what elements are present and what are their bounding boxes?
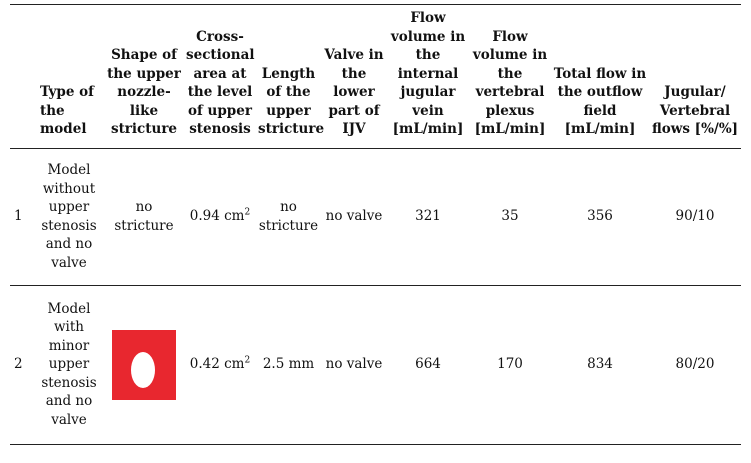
flow-ratio-value: 80/20 [675, 356, 715, 373]
area-value: 0.42 cm [189, 356, 245, 373]
stricture-length: no stricture [258, 199, 319, 234]
stricture-shape: no stricture [114, 199, 174, 234]
flow-ijv-value: 321 [415, 208, 441, 225]
row-index: 1 [14, 208, 23, 225]
cross-sectional-area [184, 148, 256, 285]
red-square-with-oval-hole-icon [112, 330, 176, 400]
header-index [10, 5, 34, 149]
header-ratio: Jugular/ Vertebral flows [%/%] [651, 84, 739, 137]
oval-hole [131, 352, 155, 388]
valve-status: no valve [325, 356, 383, 373]
total-flow-value: 356 [587, 208, 613, 225]
header-area: Cross-sectional area at the level of upper stenosis [186, 28, 255, 137]
row-index: 2 [14, 356, 23, 373]
model-type: Model without upper stenosis and no valve [41, 162, 97, 271]
header-shape: Shape of the upper nozzle-like stricture [107, 47, 181, 137]
model-type: Model with minor upper stenosis and no valve [41, 300, 97, 428]
area-unit-exponent: 2 [244, 207, 251, 218]
stricture-length: 2.5 mm [262, 356, 315, 373]
flow-ratio-value: 90/10 [675, 208, 715, 225]
header-total-flow: Total flow in the outflow field [mL/min] [553, 65, 647, 137]
flow-ijv-value: 664 [415, 356, 441, 373]
cross-sectional-area [184, 285, 256, 444]
header-type: Type of the model [40, 84, 94, 137]
header-length: Length of the upper stricture [258, 65, 325, 137]
area-value: 0.94 cm [189, 208, 245, 225]
model-comparison-table [10, 4, 741, 445]
flow-vertebral-value: 170 [497, 356, 523, 373]
header-flow-ijv: Flow volume in the internal jugular vein [mL/min] [390, 10, 466, 137]
flow-vertebral-value: 35 [501, 208, 519, 225]
header-row [10, 5, 741, 149]
header-valve: Valve in the lower part of IJV [324, 47, 384, 137]
table-row [10, 285, 741, 444]
header-flow-vertebral: Flow volume in the vertebral plexus [mL/min] [472, 28, 548, 137]
table-row [10, 148, 741, 285]
stricture-shape [104, 285, 184, 444]
valve-status: no valve [325, 208, 383, 225]
total-flow-value: 834 [587, 356, 613, 373]
area-unit-exponent: 2 [244, 355, 251, 366]
